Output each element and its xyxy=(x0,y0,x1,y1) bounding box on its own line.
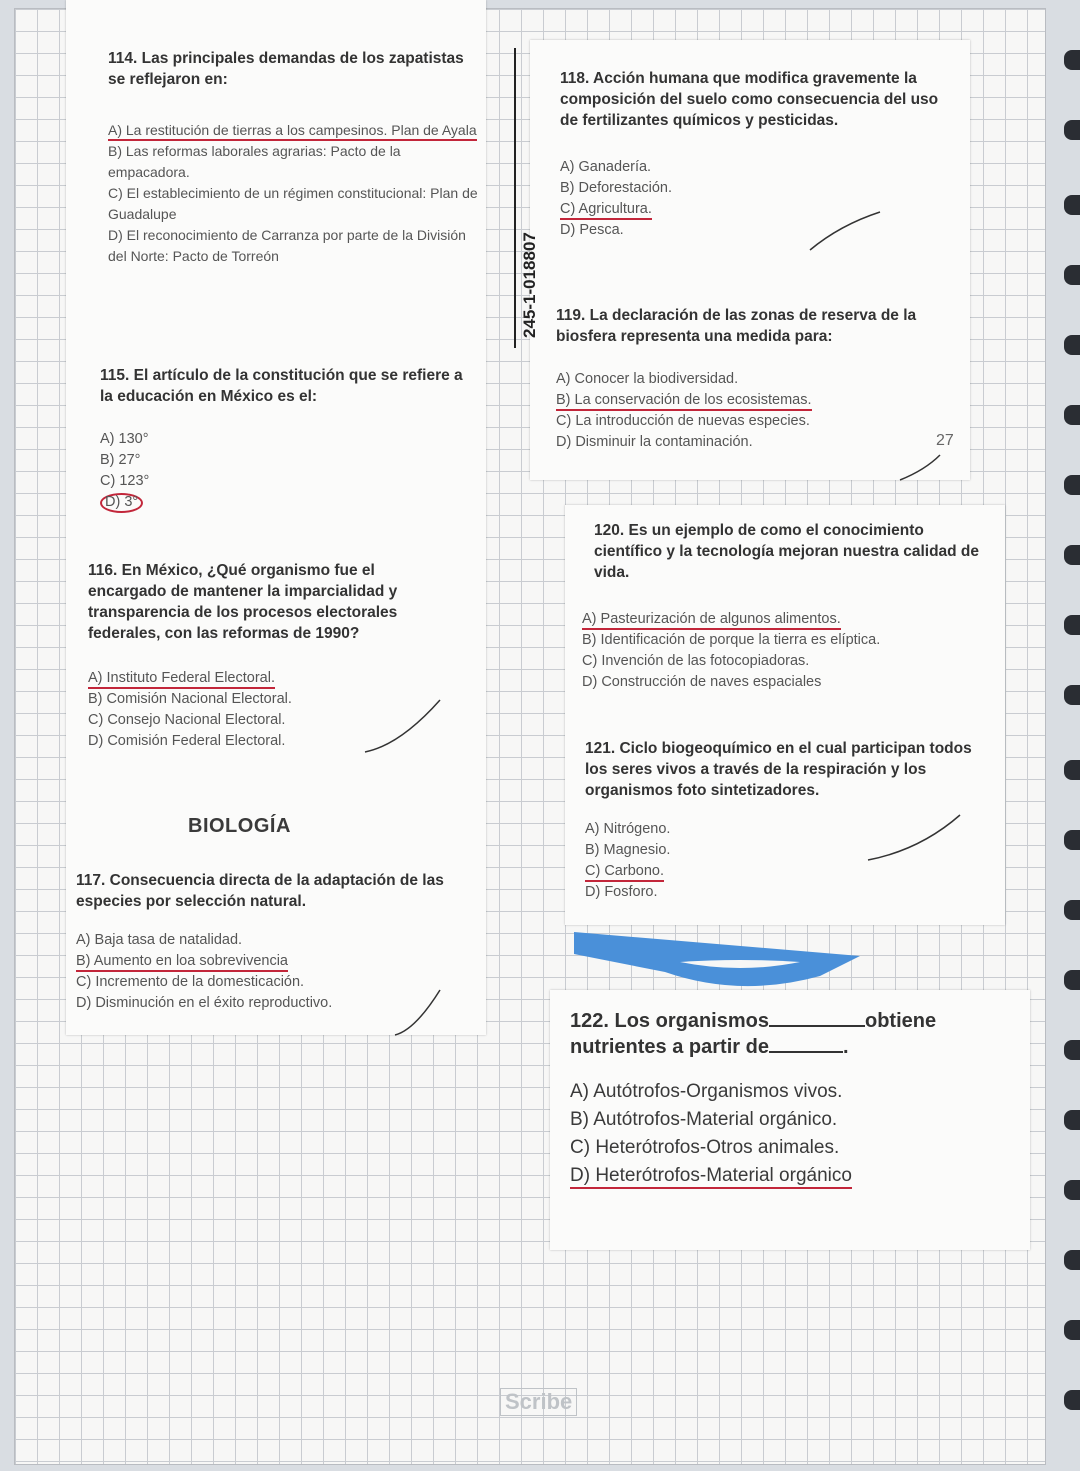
page-number: 27 xyxy=(936,432,954,449)
option-119-c[interactable]: C) La introducción de nuevas especies. xyxy=(556,413,810,429)
option-114-d[interactable]: D) El reconocimiento de Carranza por parte de la División del Norte: Pacto de Torreón xyxy=(108,227,466,264)
option-117-d[interactable]: D) Disminución en el éxito reproductivo. xyxy=(76,995,333,1011)
option-119-a[interactable]: A) Conocer la biodiversidad. xyxy=(556,371,739,387)
option-122-a[interactable]: A) Autótrofos-Organismos vivos. xyxy=(570,1081,843,1102)
option-115-d[interactable]: D) 3° xyxy=(100,492,478,513)
option-117-a[interactable]: A) Baja tasa de natalidad. xyxy=(76,932,243,948)
option-116-c[interactable]: C) Consejo Nacional Electoral. xyxy=(88,712,286,728)
option-114-b[interactable]: B) Las reformas laborales agrarias: Pacto de la empacadora. xyxy=(108,143,401,180)
question-121-text: 121. Ciclo biogeoquímico en el cual participan todos los seres vivos a través de la respiración y los organismos foto sintetizadores. xyxy=(585,740,972,799)
option-121-b[interactable]: B) Magnesio. xyxy=(585,842,671,858)
question-114-text: 114. Las principales demandas de los zapatistas se reflejaron en: xyxy=(108,50,464,88)
option-120-b[interactable]: B) Identificación de porque la tierra es elíptica. xyxy=(582,632,881,648)
question-118-text: 118. Acción humana que modifica gravemente la composición del suelo como consecuencia del uso de fertilizantes químicos y pesticidas. xyxy=(560,70,939,129)
question-120-text: 120. Es un ejemplo de como el conocimiento científico y la tecnología mejoran nuestra calidad de vida. xyxy=(594,522,980,581)
option-118-d[interactable]: D) Pesca. xyxy=(560,222,624,238)
question-117-text: 117. Consecuencia directa de la adaptación de las especies por selección natural. xyxy=(76,872,444,910)
question-116-text: 116. En México, ¿Qué organismo fue el encargado de mantener la imparcialidad y transparencia de los procesos electorales federales, con las reformas de 1990? xyxy=(88,562,398,642)
option-119-b[interactable]: B) La conservación de los ecosistemas. xyxy=(556,390,956,411)
option-116-b[interactable]: B) Comisión Nacional Electoral. xyxy=(88,691,292,707)
question-122-text-line2: nutrientes a partir de . xyxy=(570,1036,849,1058)
question-122-text: 122. Los organismos obtiene xyxy=(570,1010,937,1032)
option-122-b[interactable]: B) Autótrofos-Material orgánico. xyxy=(570,1109,838,1130)
option-116-a[interactable]: A) Instituto Federal Electoral. xyxy=(88,668,446,689)
option-120-a[interactable]: A) Pasteurización de algunos alimentos. xyxy=(582,609,986,630)
option-117-c[interactable]: C) Incremento de la domesticación. xyxy=(76,974,305,990)
option-115-a[interactable]: A) 130° xyxy=(100,431,149,447)
option-120-d[interactable]: D) Construcción de naves espaciales xyxy=(582,674,822,690)
option-118-b[interactable]: B) Deforestación. xyxy=(560,180,673,196)
option-114-a[interactable]: A) La restitución de tierras a los campesinos. Plan de Ayala xyxy=(108,120,480,141)
option-122-d[interactable]: D) Heterótrofos-Material orgánico xyxy=(570,1162,1030,1190)
question-119-text: 119. La declaración de las zonas de reserva de la biosfera representa una medida para: xyxy=(556,307,917,345)
option-121-d[interactable]: D) Fosforo. xyxy=(585,884,658,900)
option-115-c[interactable]: C) 123° xyxy=(100,473,150,489)
option-122-c[interactable]: C) Heterótrofos-Otros animales. xyxy=(570,1137,840,1158)
option-118-a[interactable]: A) Ganadería. xyxy=(560,159,652,175)
option-115-b[interactable]: B) 27° xyxy=(100,452,141,468)
question-115-text: 115. El artículo de la constitución que se refiere a la educación en México es el: xyxy=(100,367,463,405)
option-120-c[interactable]: C) Invención de las fotocopiadoras. xyxy=(582,653,810,669)
option-117-b[interactable]: B) Aumento en loa sobrevivencia xyxy=(76,951,448,972)
option-116-d[interactable]: D) Comisión Federal Electoral. xyxy=(88,733,286,749)
option-121-c[interactable]: C) Carbono. xyxy=(585,861,980,882)
option-119-d[interactable]: D) Disminuir la contaminación. xyxy=(556,434,753,450)
scribe-watermark: Scribe xyxy=(500,1388,577,1416)
section-heading: BIOLOGÍA xyxy=(188,815,291,837)
option-118-c[interactable]: C) Agricultura. xyxy=(560,199,950,220)
side-code: 245-1-018807 xyxy=(520,232,539,338)
option-114-c[interactable]: C) El establecimiento de un régimen constitucional: Plan de Guadalupe xyxy=(108,185,478,222)
option-121-a[interactable]: A) Nitrógeno. xyxy=(585,821,671,837)
